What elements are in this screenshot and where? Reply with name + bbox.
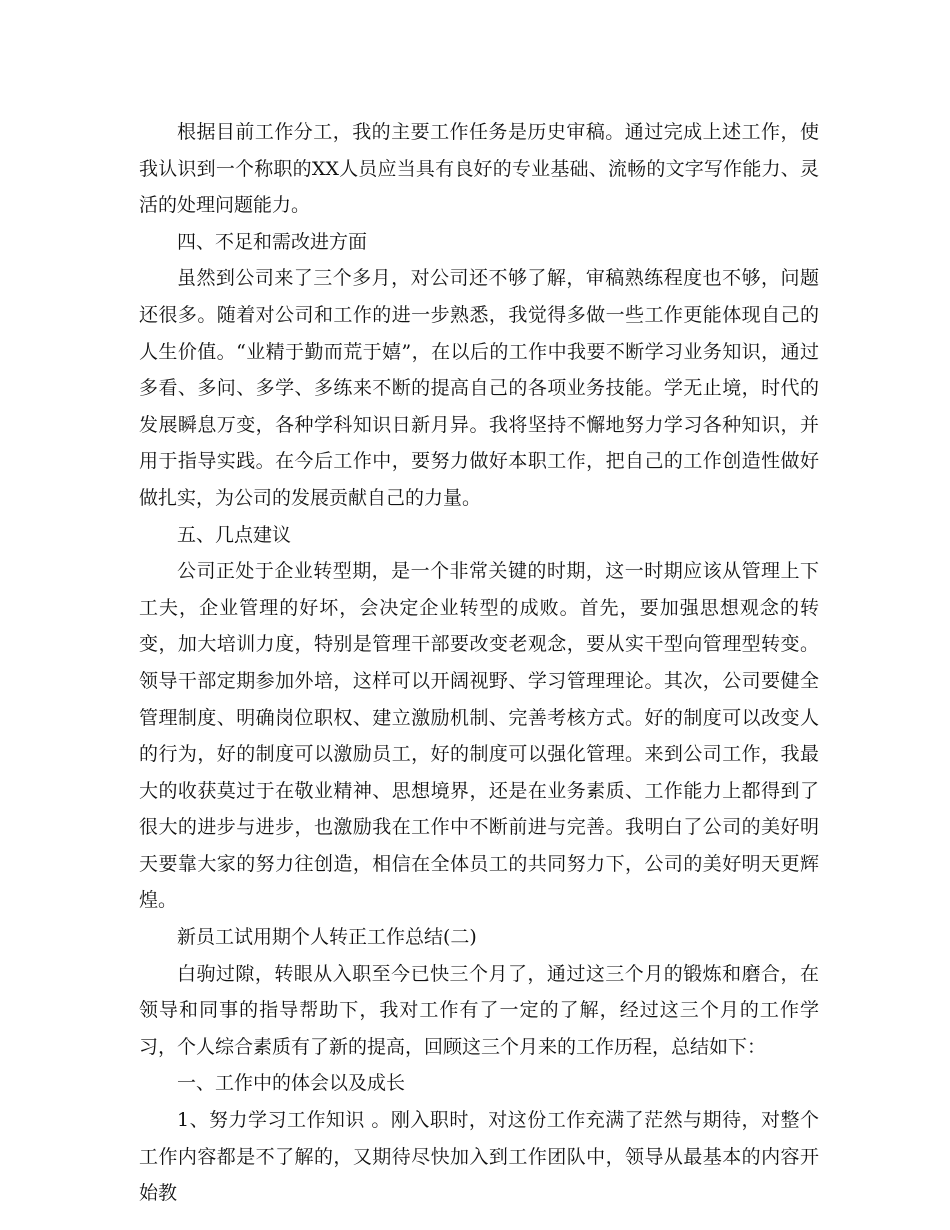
section-heading-experience: 一、工作中的体会以及成长 — [177, 1072, 406, 1095]
paragraph-task-summary: 根据目前工作分工，我的主要工作任务是历史审稿。通过完成上述工作，使我认识到一个称职的XX人员应当具有良好的专业基础、流畅的文字写作能力、灵活的处理问题能力。 — [139, 121, 819, 217]
section-heading-shortcomings: 四、不足和需改进方面 — [177, 230, 368, 253]
paragraph-learning: 1、努力学习工作知识 。刚入职时，对这份工作充满了茫然与期待，对整个工作内容都是不了解的，又期待尽快加入到工作团队中，领导从最基本的内容开始教 — [139, 1109, 819, 1205]
paragraph-shortcomings: 虽然到公司来了三个多月，对公司还不够了解，审稿熟练程度也不够，问题还很多。随着对公司和工作的进一步熟悉，我觉得多做一些工作更能体现自己的人生价值。“业精于勤而荒于嬉”，在以后的工作中我要不断学习业务知识，通过多看、多问、多学、多练来不断的提高自己的各项业务技能。学无止境，时代的发展瞬息万变，各种学科知识日新月异。我将坚持不懈地努力学习各种知识，并用于指导实践。在今后工作中，要努力做好本职工作，把自己的工作创造性做好做扎实，为公司的发展贡献自己的力量。 — [139, 267, 819, 509]
document-body — [139, 114, 819, 1212]
paragraph-suggestions: 公司正处于企业转型期，是一个非常关键的时期，这一时期应该从管理上下工夫，企业管理的好坏，会决定企业转型的成败。首先，要加强思想观念的转变，加大培训力度，特别是管理干部要改变老观念，要从实干型向管理型转变。领导干部定期参加外培，这样可以开阔视野、学习管理理论。其次，公司要健全管理制度、明确岗位职权、建立激励机制、完善考核方式。好的制度可以改变人的行为，好的制度可以激励员工，好的制度可以强化管理。来到公司工作，我最大的收获莫过于在敬业精神、思想境界，还是在业务素质、工作能力上都得到了很大的进步与进步，也激励我在工作中不断前进与完善。我明白了公司的美好明天要靠大家的努力往创造，相信在全体员工的共同努力下，公司的美好明天更辉煌。 — [139, 560, 819, 912]
section-heading-suggestions: 五、几点建议 — [177, 523, 292, 546]
document-subtitle: 新员工试用期个人转正工作总结(二) — [177, 926, 477, 949]
paragraph-introduction: 白驹过隙，转眼从入职至今已快三个月了，通过这三个月的锻炼和磨合，在领导和同事的指导帮助下，我对工作有了一定的了解，经过这三个月的工作学习，个人综合素质有了新的提高，回顾这三个月来的工作历程，总结如下： — [139, 962, 819, 1058]
